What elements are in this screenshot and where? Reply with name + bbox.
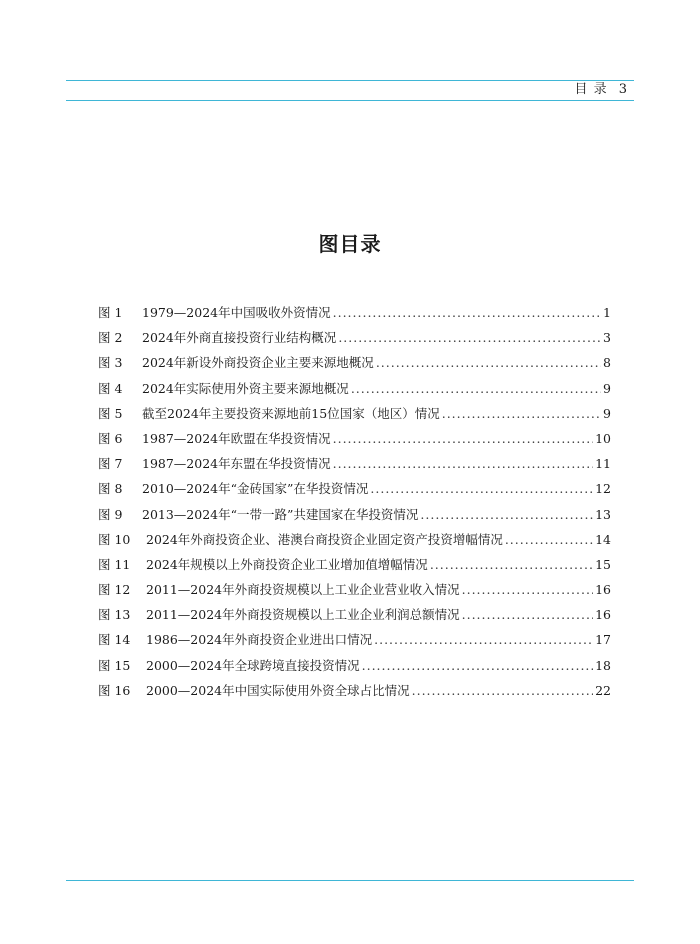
- toc-entry-title: 2024年外商投资企业、港澳台商投资企业固定资产投资增幅情况: [146, 531, 503, 547]
- toc-entry-page: 10: [595, 430, 611, 446]
- header-rule-bottom: [66, 100, 634, 101]
- toc-entry-label: 图 5: [98, 405, 123, 421]
- toc-entry-label: 图 13: [98, 607, 131, 623]
- footer-rule: [66, 880, 634, 881]
- dot-leader: [338, 330, 601, 346]
- running-head: [568, 82, 628, 98]
- toc-entry-title: 2024年实际使用外资主要来源地概况: [142, 380, 349, 396]
- dot-leader: [333, 305, 601, 321]
- toc-entry-page: 1: [603, 305, 611, 320]
- toc-entry-label: 图 2: [98, 330, 123, 346]
- dot-leader: [505, 532, 593, 548]
- toc-entry-label: 图 14: [98, 632, 131, 648]
- toc-entry-label: 图 6: [98, 430, 123, 446]
- dot-leader: [351, 381, 601, 397]
- toc-entry-title: 截至2024年主要投资来源地前15位国家（地区）情况: [142, 405, 440, 421]
- toc-entry[interactable]: [98, 431, 611, 456]
- toc-entry-page: 12: [595, 481, 611, 497]
- toc-entry-title: 2000—2024年中国实际使用外资全球占比情况: [146, 682, 410, 698]
- toc-entry-label: 图 7: [98, 456, 123, 472]
- toc-entry[interactable]: [98, 507, 611, 532]
- toc-entry-page: 17: [595, 632, 611, 648]
- toc-entry-page: 18: [595, 657, 611, 673]
- dot-leader: [412, 683, 593, 699]
- toc-entry[interactable]: [98, 557, 611, 582]
- toc-entry-page: 14: [595, 531, 611, 547]
- toc-entry-page: 22: [595, 682, 611, 698]
- toc-entry-label: 图 11: [98, 556, 131, 572]
- toc-entry[interactable]: [98, 607, 611, 632]
- dot-leader: [333, 431, 593, 447]
- toc-entry-title: 2011—2024年外商投资规模以上工业企业营业收入情况: [146, 582, 460, 598]
- toc-entry-label: 图 15: [98, 657, 131, 673]
- figure-list: [98, 305, 611, 708]
- toc-entry-page: 3: [603, 330, 611, 346]
- toc-entry-title: 2000—2024年全球跨境直接投资情况: [146, 657, 360, 673]
- header-rule-top: [66, 80, 634, 81]
- toc-entry-label: 图 8: [98, 481, 123, 497]
- toc-entry-title: 2024年新设外商投资企业主要来源地概况: [142, 355, 374, 371]
- toc-entry[interactable]: [98, 381, 611, 406]
- toc-entry[interactable]: [98, 632, 611, 657]
- dot-leader: [462, 607, 593, 623]
- toc-entry-label: 图 12: [98, 582, 131, 598]
- toc-entry-label: 图 1: [98, 305, 123, 320]
- toc-entry-title: 1987—2024年东盟在华投资情况: [142, 456, 331, 472]
- toc-entry-title: 1986—2024年外商投资企业进出口情况: [146, 632, 373, 648]
- toc-entry-title: 2024年规模以上外商投资企业工业增加值增幅情况: [146, 556, 428, 572]
- running-head-section: 目 录: [574, 82, 608, 97]
- toc-entry[interactable]: [98, 406, 611, 431]
- toc-entry-page: 15: [595, 556, 611, 572]
- toc-entry-page: 13: [595, 506, 611, 522]
- toc-entry-title: 2010—2024年“金砖国家”在华投资情况: [142, 481, 369, 497]
- toc-entry-label: 图 4: [98, 380, 123, 396]
- toc-entry-label: 图 16: [98, 682, 131, 698]
- toc-entry[interactable]: [98, 683, 611, 708]
- toc-entry-page: 8: [603, 355, 611, 371]
- toc-entry[interactable]: [98, 658, 611, 683]
- toc-entry-title: 2024年外商直接投资行业结构概况: [142, 330, 337, 346]
- toc-entry[interactable]: [98, 355, 611, 380]
- toc-entry-title: 2013—2024年“一带一路”共建国家在华投资情况: [142, 506, 419, 522]
- toc-entry-title: 1987—2024年欧盟在华投资情况: [142, 430, 331, 446]
- page-title: 图目录: [318, 232, 382, 256]
- toc-entry[interactable]: [98, 330, 611, 355]
- toc-entry-page: 16: [595, 607, 611, 623]
- dot-leader: [462, 582, 593, 598]
- toc-entry-title: 1979—2024年中国吸收外资情况: [142, 305, 331, 320]
- dot-leader: [420, 507, 593, 523]
- running-head-page-number: 3: [618, 82, 628, 97]
- toc-entry-page: 11: [595, 456, 611, 472]
- dot-leader: [370, 481, 593, 497]
- toc-entry[interactable]: [98, 532, 611, 557]
- toc-entry-label: 图 3: [98, 355, 123, 371]
- toc-entry[interactable]: [98, 481, 611, 506]
- toc-entry-title: 2011—2024年外商投资规模以上工业企业利润总额情况: [146, 607, 460, 623]
- toc-entry[interactable]: [98, 456, 611, 481]
- dot-leader: [442, 406, 601, 422]
- toc-entry-page: 9: [603, 380, 611, 396]
- dot-leader: [333, 456, 593, 472]
- dot-leader: [376, 355, 601, 371]
- toc-entry-page: 16: [595, 582, 611, 598]
- toc-entry[interactable]: [98, 582, 611, 607]
- dot-leader: [374, 632, 593, 648]
- dot-leader: [430, 557, 593, 573]
- toc-entry-label: 图 9: [98, 506, 123, 522]
- toc-entry[interactable]: [98, 305, 611, 330]
- toc-entry-page: 9: [603, 405, 611, 421]
- dot-leader: [362, 658, 593, 674]
- toc-entry-label: 图 10: [98, 531, 131, 547]
